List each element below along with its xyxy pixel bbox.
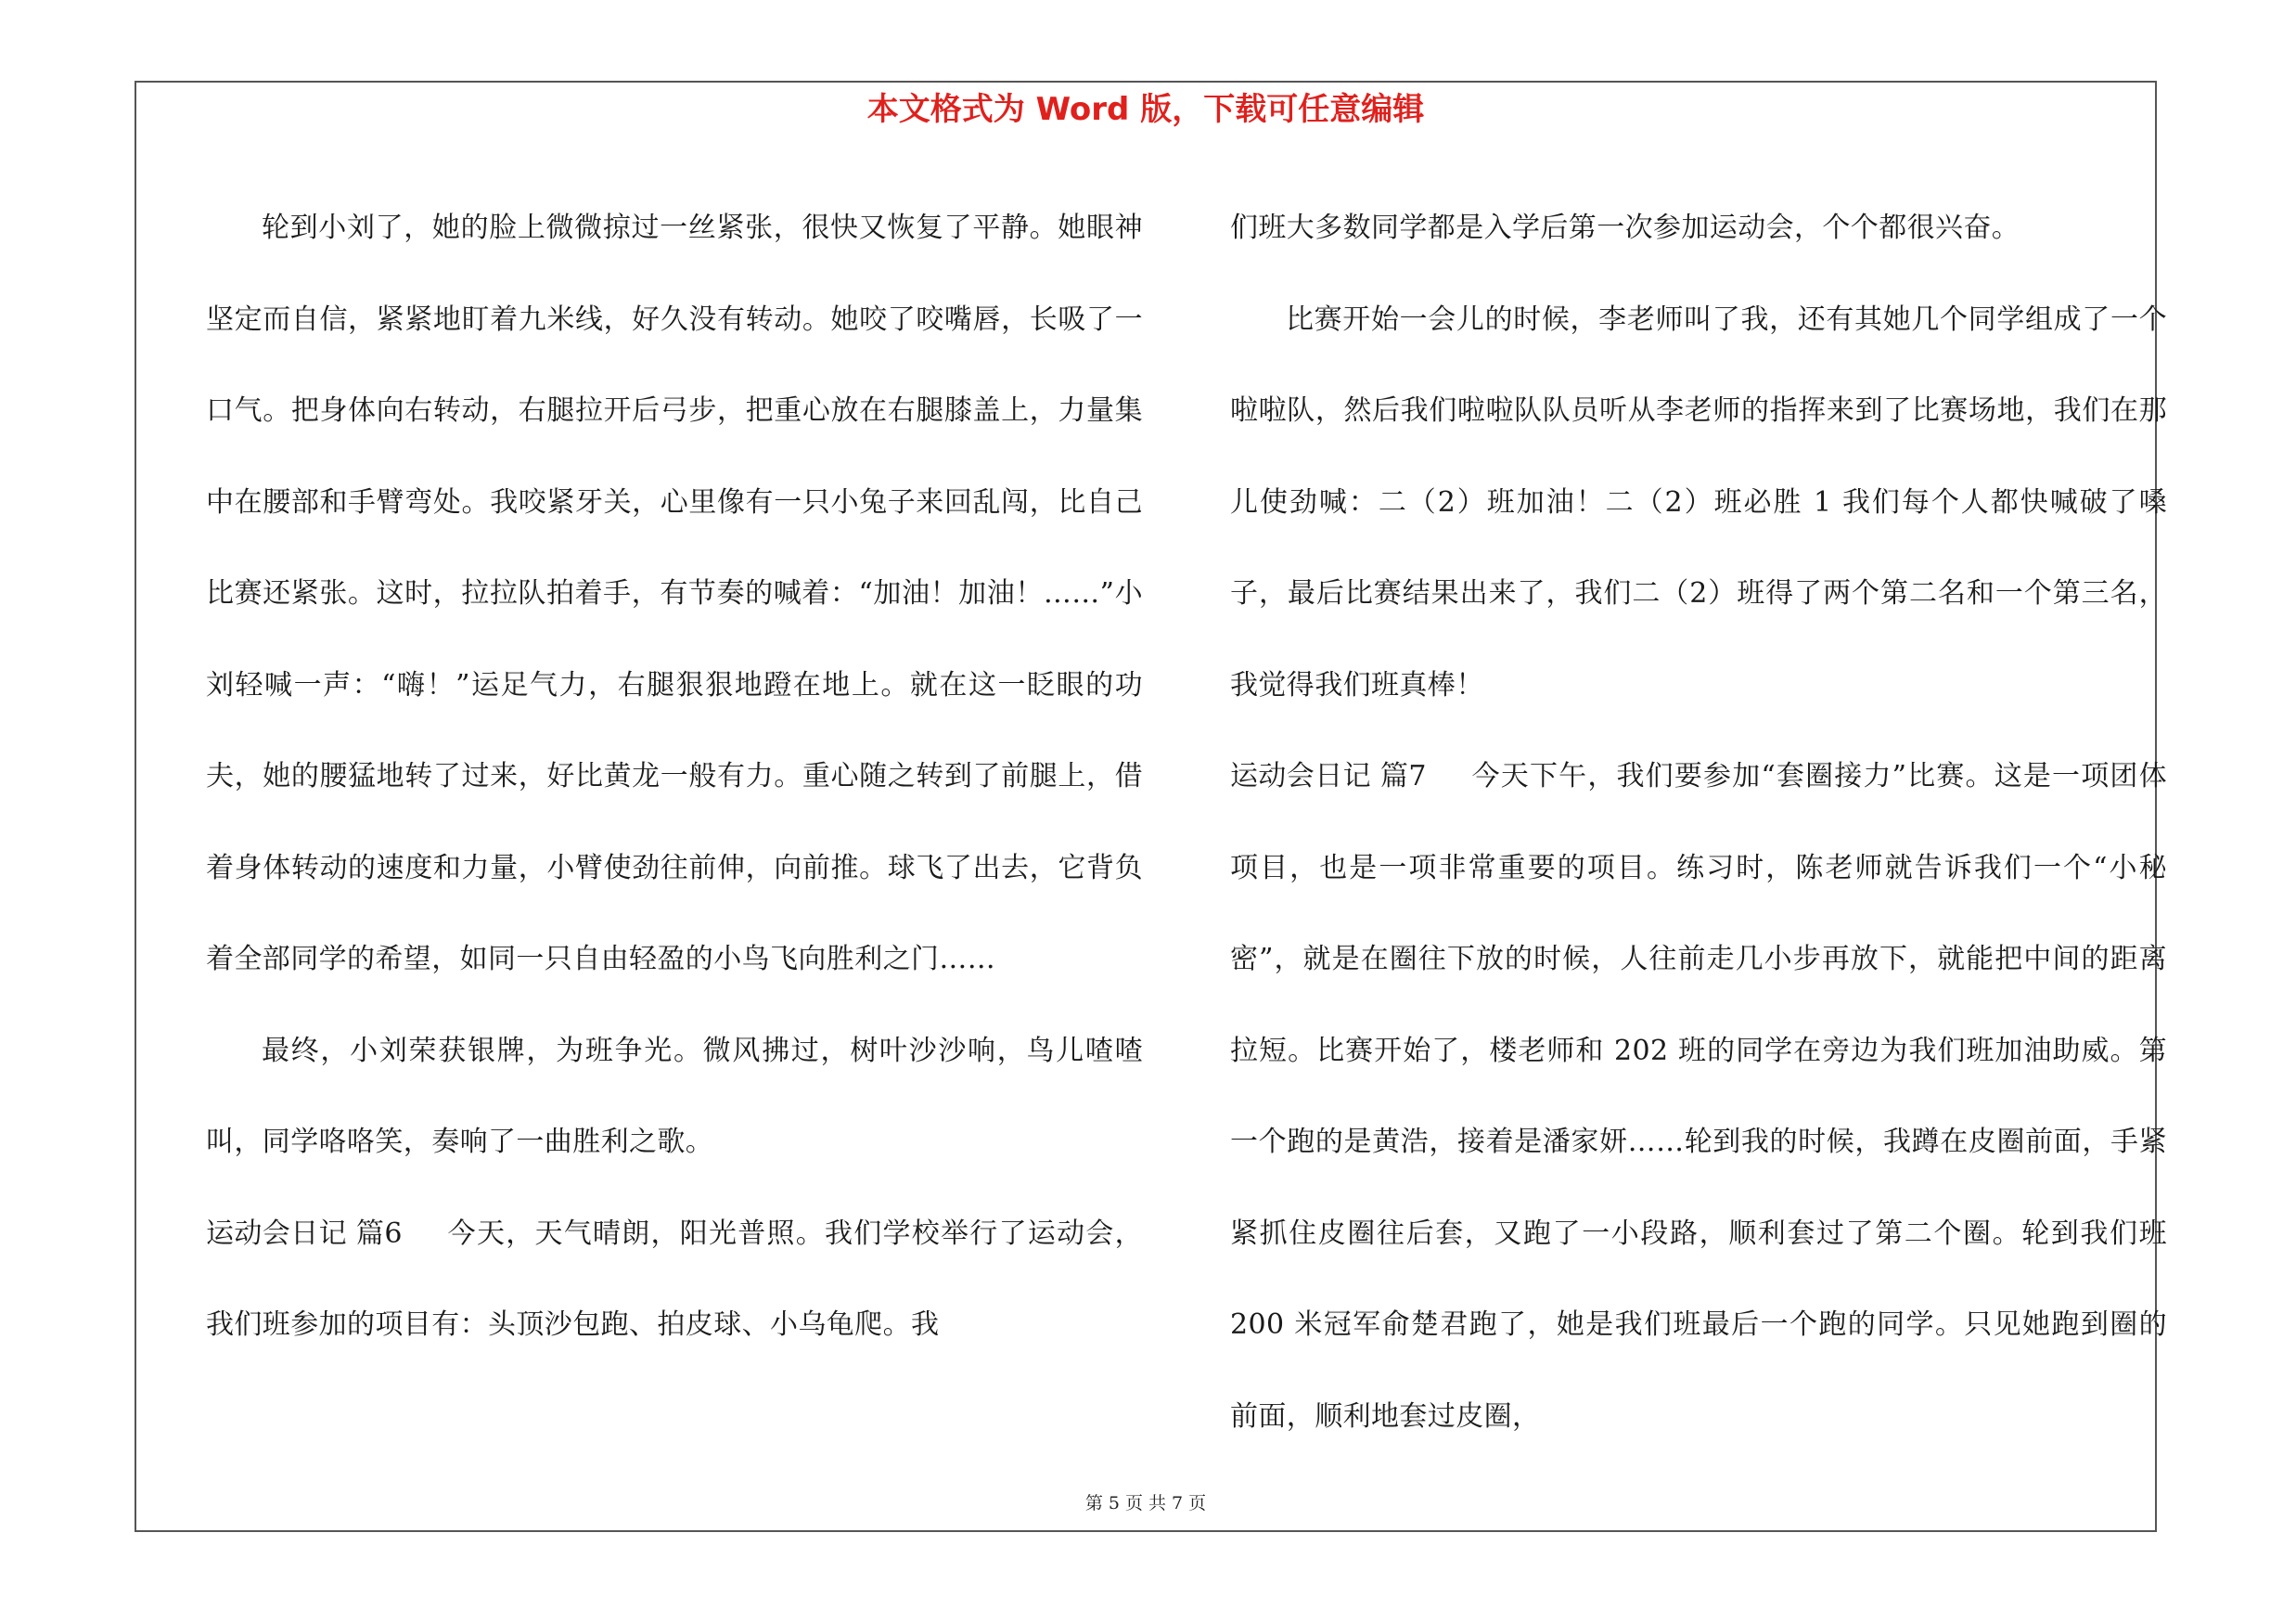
- diary-entry-6: [206, 1189, 1143, 1372]
- entry-7-text: 今天下午，我们要参加“套圈接力”比赛。这是一项团体项目，也是一项非常重要的项目。练习时，陈老师就告诉我们一个“小秘密”，就是在圈往下放的时候，人往前走几小步再放下，就能把中间的距离拉短。比赛开始了，楼老师和 202 班的同学在旁边为我们班加油助威。第一个跑的是黄浩，接着是潘家妍……轮到我的时候，我蹲在皮圈前面，手紧紧抓住皮圈往后套，又跑了一小段路，顺利套过了第二个圈。轮到我们班 200 米冠军俞楚君跑了，她是我们班最后一个跑的同学。只见她跑到圈的前面，顺利地套过皮圈，: [1230, 760, 2167, 1433]
- paragraph-continuation: 们班大多数同学都是入学后第一次参加运动会，个个都很兴奋。: [1230, 212, 2020, 244]
- entry-7-label: 运动会日记 篇7: [1230, 760, 1427, 792]
- paragraph-silver-medal: 最终，小刘荣获银牌，为班争光。微风拂过，树叶沙沙响，鸟儿喳喳叫，同学咯咯笑，奏响了一曲胜利之歌。: [206, 1034, 1143, 1158]
- left-column: [206, 183, 1143, 1372]
- paragraph-shot-put: 轮到小刘了，她的脸上微微掠过一丝紧张，很快又恢复了平静。她眼神坚定而自信，紧紧地盯着九米线，好久没有转动。她咬了咬嘴唇，长吸了一口气。把身体向右转动，右腿拉开后弓步，把重心放在右腿膝盖上，力量集中在腰部和手臂弯处。我咬紧牙关，心里像有一只小兔子来回乱闯，比自己比赛还紧张。这时，拉拉队拍着手，有节奏的喊着：“加油！加油！……”小刘轻喊一声：“嗨！”运足气力，右腿狠狠地蹬在地上。就在这一眨眼的功夫，她的腰猛地转了过来，好比黄龙一般有力。重心随之转到了前腿上，借着身体转动的速度和力量，小臂使劲往前伸，向前推。球飞了出去，它背负着全部同学的希望，如同一只自由轻盈的小鸟飞向胜利之门……: [206, 212, 1143, 975]
- right-column: [1230, 183, 2167, 1462]
- diary-entry-7: [1230, 731, 2167, 1462]
- paragraph-cheer-team: 比赛开始一会儿的时候，李老师叫了我，还有其她几个同学组成了一个啦啦队，然后我们啦啦队队员听从李老师的指挥来到了比赛场地，我们在那儿使劲喊：二（2）班加油！二（2）班必胜 1 我们每个人都快喊破了嗓子，最后比赛结果出来了，我们二（2）班得了两个第二名和一个第三名，我觉得我们班真棒！: [1230, 303, 2167, 702]
- word-format-banner: 本文格式为 Word 版，下载可任意编辑: [866, 91, 1425, 128]
- page-number-footer: 第 5 页 共 7 页: [1084, 1493, 1207, 1514]
- entry-6-label: 运动会日记 篇6: [206, 1217, 403, 1250]
- entry-6-text: 今天，天气晴朗，阳光普照。我们学校举行了运动会，我们班参加的项目有：头顶沙包跑、拍皮球、小乌龟爬。我: [206, 1217, 1143, 1341]
